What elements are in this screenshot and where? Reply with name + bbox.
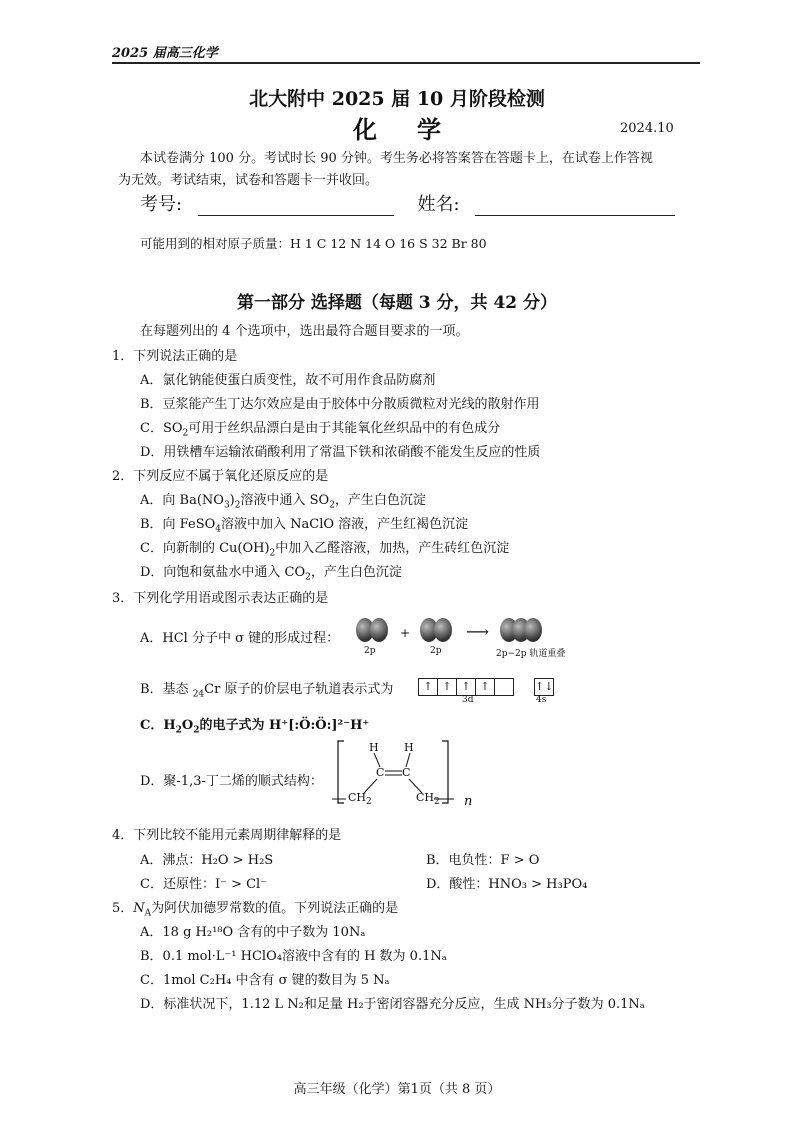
q2-a-pre: A．向 Ba(NO xyxy=(140,493,224,508)
structure-h-right: H xyxy=(404,741,414,754)
q2-option-a: A．向 $Ba(NO_3)_2$溶液中通入 $SO_2$，产生白色沉淀 xyxy=(140,493,426,511)
candidate-fields xyxy=(140,190,675,216)
exam-intro xyxy=(118,148,700,192)
name-label: 姓名: xyxy=(417,194,460,215)
q3-b-pre: B．基态 xyxy=(140,682,193,697)
exam-id-label: 考号: xyxy=(140,194,183,215)
q1-option-a: A．氯化钠能使蛋白质变性，故不可用作食品防腐剂 xyxy=(140,373,436,388)
q3-stem: 3．下列化学用语或图示表达正确的是 xyxy=(112,591,329,606)
orbital-label-3: 2p−2p 轨道重叠 xyxy=(496,649,566,659)
q3-option-c: C．$H_2O_2$的电子式为 H⁺[:Ö:Ö:]²⁻H⁺ xyxy=(140,718,370,736)
q2-a-mid2: 溶液中通入 SO xyxy=(240,493,330,508)
q1-stem: 1．下列说法正确的是 xyxy=(112,349,238,364)
peroxide-electron-formula: H⁺[:Ö:Ö:]²⁻H⁺ xyxy=(269,718,370,733)
ch2-right-sub: 2 xyxy=(434,797,440,808)
exam-title: 北大附中 2025 届 10 月阶段检测 xyxy=(249,88,545,110)
q5-stem xyxy=(112,897,398,919)
q1-option-b: B．豆浆能产生丁达尔效应是由于胶体中分散质微粒对光线的散射作用 xyxy=(140,397,540,412)
q4-option-c: C．还原性：I⁻ > Cl⁻ xyxy=(140,877,268,892)
orbital-diagram-3d xyxy=(418,676,514,696)
orbital-box: ↑ xyxy=(418,678,438,696)
reaction-arrow: ⟶ xyxy=(466,622,489,641)
ch2-left-text: CH xyxy=(348,791,367,804)
name-field[interactable] xyxy=(475,197,675,216)
atomic-masses: 可能用到的相对原子质量：H 1 C 12 N 14 O 16 S 32 Br 80 xyxy=(140,236,487,251)
structure-h-left: H xyxy=(369,741,379,754)
structure-c-right: C xyxy=(402,766,411,779)
orbital-label-1: 2p xyxy=(364,646,376,656)
q3-c-post: 的电子式为 xyxy=(199,718,265,733)
q2-b-post: 溶液中加入 NaClO 溶液，产生红褐色沉淀 xyxy=(221,517,469,532)
q1-c-pre: C．SO xyxy=(140,421,183,436)
q1-option-d: D．用铁槽车运输浓硝酸利用了常温下铁和浓硝酸不能发生反应的性质 xyxy=(140,445,541,460)
structure-c-left: C xyxy=(376,766,385,779)
plus-sign: + xyxy=(400,626,411,640)
q2-b-pre: B．向 FeSO xyxy=(140,517,216,532)
q4-option-d: D．酸性：HNO₃ > H₃PO₄ xyxy=(426,877,588,892)
q4-stem: 4．下列比较不能用元素周期律解释的是 xyxy=(112,828,342,843)
orbital-diagram-4s xyxy=(534,676,554,696)
q2-d-post: ，产生白色沉淀 xyxy=(310,565,402,580)
q2-option-d: D．向饱和氨盐水中通入 $CO_2$，产生白色沉淀 xyxy=(140,565,402,583)
ch2-right-text: CH xyxy=(416,791,435,804)
q5-stem-text: 为阿伏加德罗常数的值。下列说法正确的是 xyxy=(151,901,399,916)
orbital-box: ↑ xyxy=(438,678,457,696)
q5-option-a: A．18 g H₂¹⁸O 含有的中子数为 10Nₐ xyxy=(140,925,366,940)
q3-b-sub: 24 xyxy=(192,689,205,700)
exam-subject: 化学 xyxy=(353,115,481,144)
q3-c-pre: C．H xyxy=(140,718,176,733)
q2-a-post: ，产生白色沉淀 xyxy=(334,493,426,508)
orbital-label-2: 2p xyxy=(430,646,442,656)
q5-num: 5． xyxy=(112,901,134,916)
structure-ch2-right xyxy=(416,791,440,807)
q2-option-c: C．向新制的 $Cu(OH)_2$中加入乙醛溶液，加热，产生砖红色沉淀 xyxy=(140,541,510,559)
q5-option-b: B．0.1 mol·L⁻¹ HClO₄溶液中含有的 H 数为 0.1Nₐ xyxy=(140,949,447,964)
orbital-overlap xyxy=(500,618,542,646)
orbital-2p-left xyxy=(356,618,388,646)
q2-c-post: 中加入乙醛溶液，加热，产生砖红色沉淀 xyxy=(275,541,510,556)
orbital-box xyxy=(495,678,514,696)
exam-id-field[interactable] xyxy=(198,197,394,216)
orbital-box-4s: ↑↓ xyxy=(534,678,554,696)
intro-line-1: 本试卷满分 100 分。考试时长 90 分钟。考生务必将答案答在答题卡上，在试卷上作答视 xyxy=(140,151,653,166)
part1-title: 第一部分 选择题（每题 3 分，共 42 分） xyxy=(236,293,558,313)
q2-option-b: B．向 FeSO$_4$溶液中加入 NaClO 溶液，产生红褐色沉淀 xyxy=(140,517,469,535)
ch2-left-sub: 2 xyxy=(366,797,372,808)
orbital-3d-label: 3d xyxy=(462,695,474,705)
q4-option-b: B．电负性：F > O xyxy=(426,853,540,868)
q3-b-post: Cr 原子的价层电子轨道表示式为 xyxy=(204,682,394,697)
q2-c-pre: C．向新制的 Cu(OH) xyxy=(140,541,270,556)
q3-c-mid: O xyxy=(181,718,194,733)
orbital-box: ↑ xyxy=(457,678,476,696)
q5-option-c: C．1mol C₂H₄ 中含有 σ 键的数目为 5 Nₐ xyxy=(140,973,390,988)
q3-option-d: D．聚-1,3-丁二烯的顺式结构： xyxy=(140,774,323,789)
part1-instruction: 在每题列出的 4 个选项中，选出最符合题目要求的一项。 xyxy=(140,324,469,339)
q5-option-d: D．标准状况下，1.12 L N₂和足量 H₂于密闭容器充分反应，生成 NH₃分子数为 0.1Nₐ xyxy=(140,997,645,1012)
q5-na: N xyxy=(133,901,145,916)
orbital-4s-label: 4s xyxy=(536,695,547,705)
q2-d-pre: D．向饱和氨盐水中通入 CO xyxy=(140,565,306,580)
structure-ch2-left xyxy=(348,791,372,807)
header-rule xyxy=(112,62,700,64)
running-header: 2025 届高三化学 xyxy=(112,46,218,61)
structure-n: n xyxy=(464,794,473,809)
q1-option-c: C．$SO_2$可用于丝织品漂白是由于其能氧化丝织品中的有色成分 xyxy=(140,421,501,439)
q3-option-b xyxy=(140,678,393,700)
orbital-2p-right xyxy=(420,618,452,646)
q3-option-a: A．HCl 分子中 σ 键的形成过程： xyxy=(140,631,340,646)
intro-line-2: 为无效。考试结束，试卷和答题卡一并收回。 xyxy=(118,173,379,188)
q5-na-sub: A xyxy=(144,908,152,919)
page-footer: 高三年级（化学）第1页（共 8 页） xyxy=(293,1082,501,1097)
q1-c-post: 可用于丝织品漂白是由于其能氧化丝织品中的有色成分 xyxy=(188,421,501,436)
orbital-box: ↑ xyxy=(476,678,495,696)
q4-option-a: A．沸点：H₂O > H₂S xyxy=(140,853,274,868)
q2-stem: 2．下列反应不属于氧化还原反应的是 xyxy=(112,469,329,484)
q2-a-mid: ) xyxy=(229,493,235,508)
exam-date: 2024.10 xyxy=(620,121,674,136)
